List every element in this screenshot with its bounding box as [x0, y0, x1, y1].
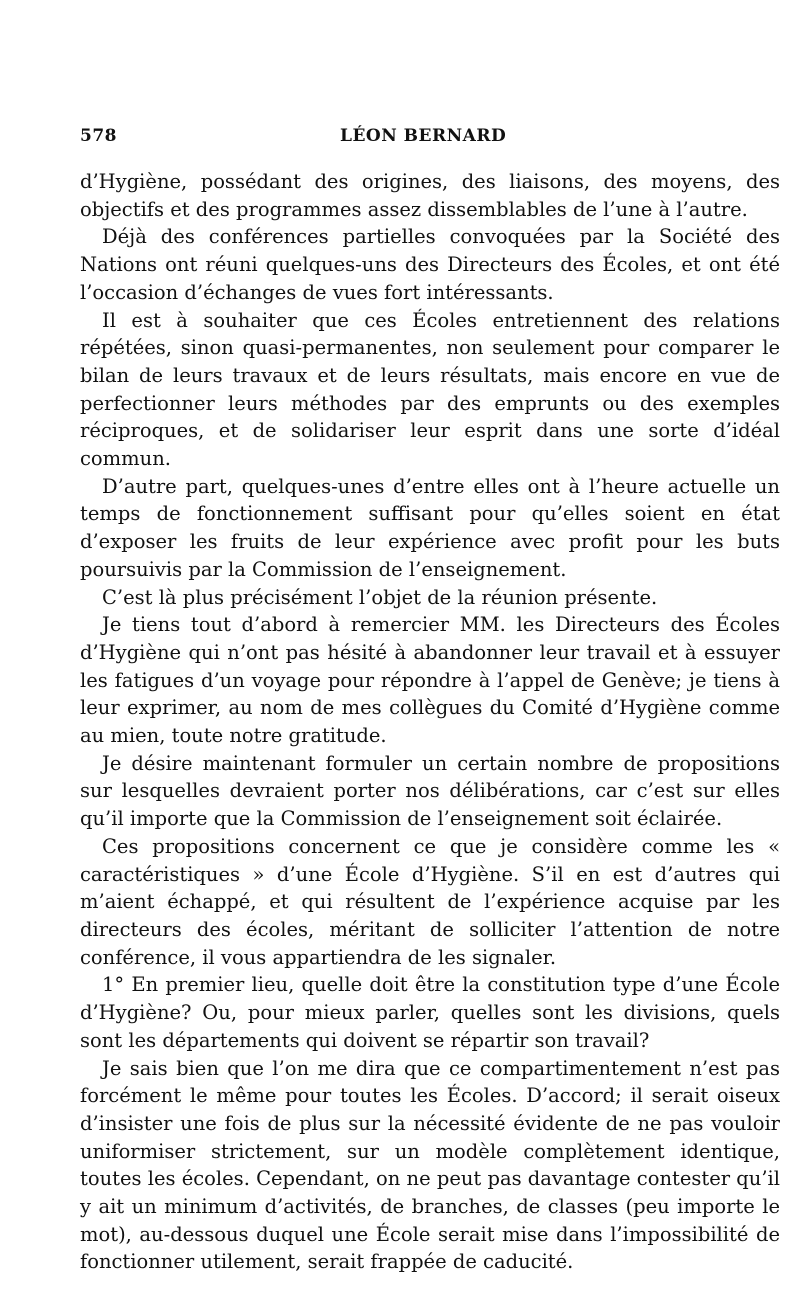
running-head [80, 124, 780, 148]
page-number: 578 [80, 126, 117, 146]
paragraph: Je sais bien que l’on me dira que ce compartimentement n’est pas forcément le même pour toutes les Écoles. D’accord; il serait oiseux d’insister une fois de plus sur la nécessité évidente de ne pas vouloir uniformiser strictement, sur un modèle complètement identique, toutes les écoles. Cependant, on ne peut pas davantage contester qu’il y ait un minimum d’activités, de branches, de classes (peu importe le mot), au-dessous duquel une École serait mise dans l’impossibilité de fonctionner utilement, serait frappée de caducité. [80, 1056, 780, 1274]
paragraph: Je désire maintenant formuler un certain nombre de propositions sur lesquelles devraient porter nos délibérations, car c’est sur elles qu’il importe que la Commission de l’enseignement soit éclairée. [80, 751, 780, 831]
paragraph: D’autre part, quelques-unes d’entre elles ont à l’heure actuelle un temps de fonctionnement suffisant pour qu’elles soient en état d’exposer les fruits de leur expérience avec profit pour les buts poursuivis par la Commission de l’enseignement. [80, 474, 780, 581]
paragraph: Il est à souhaiter que ces Écoles entretiennent des relations répétées, sinon quasi-permanentes, non seulement pour comparer le bilan de leurs travaux et de leurs résultats, mais encore en vue de perfectionner leurs méthodes par des emprunts ou des exemples réciproques, et de solidariser leur esprit dans une sorte d’idéal commun. [80, 308, 780, 471]
paragraph-continued: d’Hygiène, possédant des origines, des liaisons, des moyens, des objectifs et des programmes assez dissemblables de l’une à l’autre. [80, 170, 780, 221]
running-title: LÉON BERNARD [340, 126, 507, 146]
body-text [80, 168, 780, 1276]
paragraph: Déjà des conférences partielles convoquées par la Société des Nations ont réuni quelques-uns des Directeurs des Écoles, et ont été l’occasion d’échanges de vues fort intéressants. [80, 225, 780, 304]
paragraph: C’est là plus précisément l’objet de la réunion présente. [102, 585, 658, 609]
paragraph: 1° En premier lieu, quelle doit être la constitution type d’une École d’Hygiène? Ou, pour mieux parler, quelles sont les divisions, quels sont les départements qui doivent se répartir son travail? [80, 973, 780, 1052]
paragraph: Ces propositions concernent ce que je considère comme les « caractéristiques » d’une École d’Hygiène. S’il en est d’autres qui m’aient échappé, et qui résultent de l’expérience acquise par les directeurs des écoles, méritant de solliciter l’attention de notre conférence, il vous appartiendra de les signaler. [80, 834, 780, 969]
paragraph: Je tiens tout d’abord à remercier MM. les Directeurs des Écoles d’Hygiène qui n’ont pas hésité à abandonner leur travail et à essuyer les fatigues d’un voyage pour répondre à l’appel de Genève; je tiens à leur exprimer, au nom de mes collègues du Comité d’Hygiène comme au mien, toute notre gratitude. [80, 613, 780, 748]
